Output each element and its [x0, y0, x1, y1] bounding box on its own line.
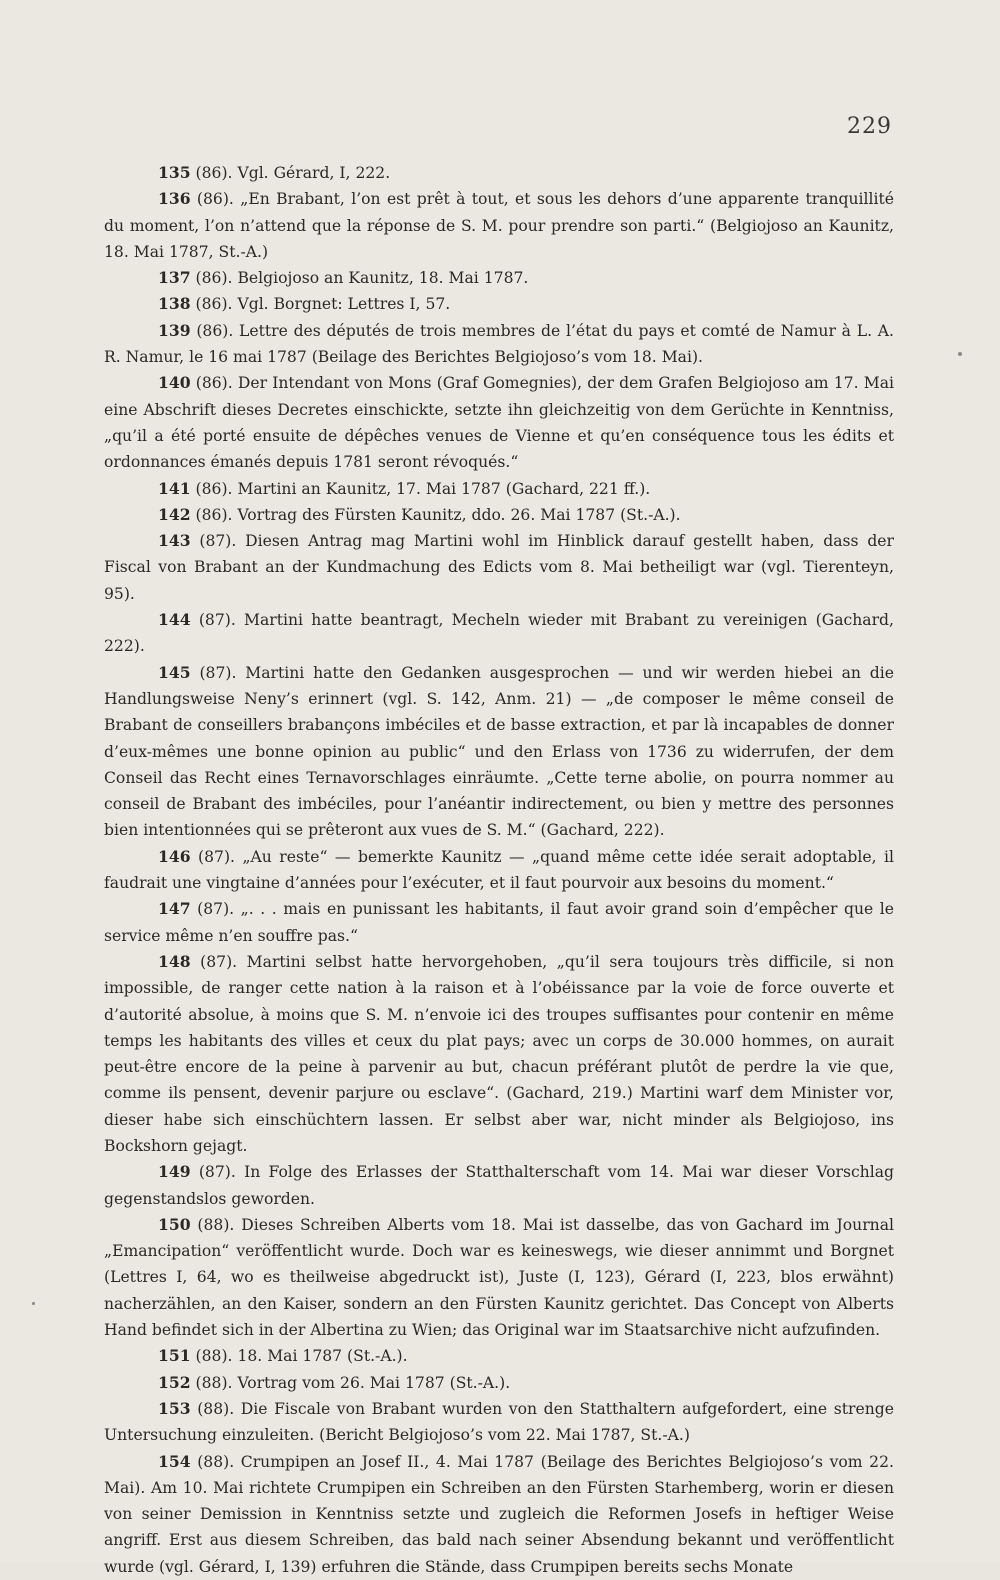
endnote: [104, 607, 894, 660]
endnote: [104, 1396, 894, 1449]
endnote: [104, 1212, 894, 1343]
endnote: [104, 1370, 894, 1396]
endnote-text: (88). Crumpipen an Josef II., 4. Mai 1787 (Beilage des Berichtes Belgiojoso’s vom 22. Mai). Am 10. Mai richtete Crumpipen ein Schreiben an den Fürsten Starhemberg, worin er diesen von seiner Demission in Kenntniss setzte und zugleich die Reformen Josefs in heftiger Weise angriff. Erst aus diesem Schreiben, das bald nach seiner Absendung bekannt und veröffentlicht wurde (vgl. Gérard, I, 139) erfuhren die Stände, dass Crumpipen bereits sechs Monate: [104, 1452, 894, 1576]
endnote: [104, 291, 894, 317]
endnote: [104, 370, 894, 475]
endnote-number: 151: [158, 1346, 191, 1366]
endnote-number: 153: [158, 1398, 191, 1418]
scan-speck: [32, 1302, 35, 1305]
endnote-number: 149: [158, 1162, 191, 1182]
endnote-number: 140: [158, 373, 191, 393]
endnote-number: 147: [158, 899, 191, 919]
endnote-number: 135: [158, 163, 191, 182]
endnote-text: (88). Die Fiscale von Brabant wurden von den Statthaltern aufgefordert, eine strenge Untersuchung einzuleiten. (Bericht Belgiojoso’s vom 22. Mai 1787, St.-A.): [104, 1399, 894, 1445]
scan-speck: [958, 352, 962, 356]
endnote: [104, 896, 894, 949]
endnote-number: 142: [158, 504, 191, 524]
endnote-number: 150: [158, 1214, 191, 1234]
endnote-text: (86). „En Brabant, l’on est prêt à tout, et sous les dehors d’une apparente tranquillité du moment, l’on n’attend que la réponse de S. M. pour prendre son parti.“ (Belgiojoso an Kaunitz, 18. Mai 1787, St.-A.): [104, 190, 894, 261]
endnote-text: (87). Diesen Antrag mag Martini wohl im Hinblick darauf gestellt haben, dass der Fiscal von Brabant an der Kundmachung des Edicts vom 8. Mai betheiligt war (vgl. Tierenteyn, 95).: [104, 532, 894, 603]
endnote-number: 138: [158, 294, 191, 314]
endnote-text: (88). 18. Mai 1787 (St.-A.).: [195, 1347, 408, 1366]
endnote: [104, 660, 894, 844]
endnote-number: 152: [158, 1372, 191, 1392]
endnote-text: (86). Vgl. Gérard, I, 222.: [195, 164, 391, 182]
endnote-text: (87). Martini hatte den Gedanken ausgesprochen — und wir werden hiebei an die Handlungsweise Neny’s erinnert (vgl. S. 142, Anm. 21) — „de composer le même conseil de Brabant de conseillers brabançons imbéciles et de basse extraction, et par là incapables de donner d’eux-mêmes une bonne opinion au public“ und den Erlass von 1736 zu widerrufen, der dem Conseil das Recht eines Ternavorschlages einräumte. „Cette terne abolie, on pourra nommer au conseil de Brabant des imbéciles, pour l’anéantir indirectement, ou bien y mettre des personnes bien intentionnées qui se prêteront aux vues de S. M.“ (Gachard, 222).: [104, 663, 894, 840]
endnote-text: (86). Belgiojoso an Kaunitz, 18. Mai 1787.: [195, 269, 529, 288]
endnote-text: (86). Vortrag des Fürsten Kaunitz, ddo. 26. Mai 1787 (St.-A.).: [195, 505, 681, 524]
endnote: [104, 1159, 894, 1212]
endnote-text: (87). Martini hatte beantragt, Mecheln wieder mit Brabant zu vereinigen (Gachard, 222).: [104, 611, 894, 656]
endnote-number: 139: [158, 320, 191, 340]
endnote-text: (86). Lettre des députés de trois membres de l’état du pays et comté de Namur à L. A. R. Namur, le 16 mai 1787 (Beilage des Berichtes Belgiojoso’s vom 18. Mai).: [104, 321, 894, 367]
endnote-text: (87). „Au reste“ — bemerkte Kaunitz — „quand même cette idée serait adoptable, il faudrait une vingtaine d’années pour l’exécuter, et il faut pourvoir aux besoins du moment.“: [104, 847, 894, 893]
endnote-number: 146: [158, 846, 191, 866]
endnote: [104, 844, 894, 897]
endnote-text: (87). In Folge des Erlasses der Statthalterschaft vom 14. Mai war dieser Vorschlag gegenstandslos geworden.: [104, 1163, 894, 1208]
endnote: [104, 186, 894, 265]
endnote-text: (87). „. . . mais en punissant les habitants, il faut avoir grand soin d’empêcher que le service même n’en souffre pas.“: [104, 900, 895, 945]
endnote-text: (86). Der Intendant von Mons (Graf Gomegnies), der dem Grafen Belgiojoso am 17. Mai eine Abschrift dieses Decretes einschickte, setzte ihn gleichzeitig von dem Gerüchte in Kenntniss, „qu’il a été porté ensuite de dépêches venues de Vienne et qu’en conséquence tous les édits et ordonnances émanés depuis 1781 seront révoqués.“: [104, 374, 894, 472]
endnote-number: 145: [158, 662, 191, 682]
endnote-number: 144: [158, 610, 191, 630]
endnote-number: 136: [158, 189, 191, 209]
endnote-text: (88). Dieses Schreiben Alberts vom 18. Mai ist dasselbe, das von Gachard im Journal „Emancipation“ veröffentlicht wurde. Doch war es keineswegs, wie dieser annimmt und Borgnet (Lettres I, 64, wo es theilweise abgedruckt ist), Juste (I, 123), Gérard (I, 223, blos erwähnt) nacherzählen, an den Kaiser, sondern an den Fürsten Kaunitz gerichtet. Das Concept von Alberts Hand befindet sich in der Albertina zu Wien; das Original war im Staatsarchive nicht aufzufinden.: [104, 1215, 894, 1340]
endnote: [104, 160, 894, 186]
endnote-number: 148: [158, 951, 191, 971]
endnote-text: (88). Vortrag vom 26. Mai 1787 (St.-A.).: [195, 1373, 511, 1392]
endnote-number: 137: [158, 268, 191, 288]
endnote-number: 141: [158, 478, 191, 498]
endnote-text: (86). Vgl. Borgnet: Lettres I, 57.: [195, 295, 451, 314]
endnote-number: 143: [158, 531, 191, 551]
endnote: [104, 1449, 894, 1580]
endnote: [104, 318, 894, 371]
endnote: [104, 528, 894, 607]
endnote: [104, 1343, 894, 1369]
endnotes-list: [104, 160, 894, 1580]
endnote: [104, 949, 894, 1159]
endnote: [104, 265, 894, 291]
endnote: [104, 502, 894, 528]
endnote-text: (87). Martini selbst hatte hervorgehoben, „qu’il sera toujours très difficile, si non impossible, de ranger cette nation à la raison et à l’obéissance par la voie de force ouverte et d’autorité absolue, à moins que S. M. n’envoie ici des troupes suffisantes pour contenir en même temps les habitants des villes et ceux du plat pays; avec un corps de 30.000 hommes, on aurait peut-être encore de la peine à parvenir au but, chacun préférant plutôt de perdre la vie que, comme ils pensent, devenir parjure ou esclave“. (Gachard, 219.) Martini warf dem Minister vor, dieser habe sich einschüchtern lassen. Er selbst aber war, nicht minder als Belgiojoso, ins Bockshorn gejagt.: [104, 952, 894, 1155]
endnote-text: (86). Martini an Kaunitz, 17. Mai 1787 (Gachard, 221 ff.).: [195, 479, 651, 498]
page-number: 229: [847, 114, 892, 139]
endnote: [104, 476, 894, 502]
endnote-number: 154: [158, 1451, 191, 1471]
